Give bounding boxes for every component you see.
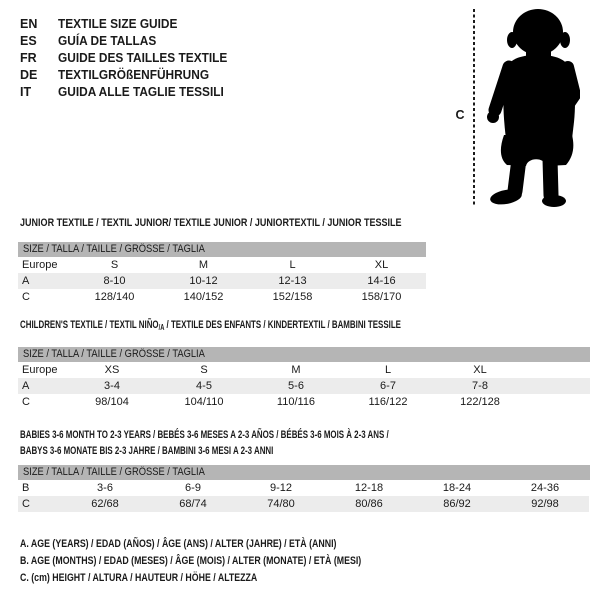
row-label: Europe [22,259,58,271]
children-size-table [18,362,590,410]
size-cell: M [198,259,209,271]
measurement-legend [20,536,447,587]
size-cell: 18-24 [442,482,472,494]
language-label: GUÍA DE TALLAS [58,34,157,48]
size-cell: 158/170 [361,291,402,303]
size-cell: 122/128 [460,396,500,408]
babies-section-title: BABIES 3-6 MONTH TO 2-3 YEARS / BEBÉS 3-6 MESES A 2-3 AÑOS / BÉBÉS 3-6 MOIS À 2-3 ANS / BABYS 3-6 MONATE BIS 2-3 JAHRE / BAMBINI 3-6 MESI A 2-3 ANNI [20,429,389,457]
size-cell: 140/152 [183,291,224,303]
size-cell: 110/116 [276,396,316,408]
subscript-text: /A [158,323,165,332]
size-table-row [18,289,426,305]
size-cell: 14-16 [367,275,396,287]
size-cell: L [384,364,392,376]
size-cell: XS [104,364,120,376]
language-label: TEXTILGRÖßENFÜHRUNG [58,68,210,82]
size-cell: 116/122 [368,396,408,408]
size-cell: M [291,364,301,376]
size-table-row [18,362,590,378]
junior-size-table [18,257,426,305]
babies-size-table [18,480,589,512]
size-cell: 8-10 [103,275,126,287]
size-cell: 104/110 [184,396,224,408]
size-cell: 6-9 [185,482,201,494]
size-header-bar: SIZE / TALLA / TAILLE / GRÖSSE / TAGLIA [18,465,590,480]
size-cell: 10-12 [189,275,218,287]
legend-line-b: B. AGE (MONTHS) / EDAD (MESES) / ÂGE (MOIS) / ALTER (MONATE) / ETÀ (MESI) [20,555,362,567]
language-label: GUIDE DES TAILLES TEXTILE [58,51,228,65]
language-code: IT [20,85,32,99]
size-cell: 3-4 [104,380,120,392]
size-cell: 4-5 [196,380,212,392]
children-section [18,319,590,410]
size-table-row [18,496,589,512]
size-cell: 128/140 [94,291,135,303]
size-cell: 12-13 [278,275,307,287]
size-cell: 62/68 [91,498,119,510]
row-label: C [22,498,30,510]
row-label: C [22,291,30,303]
language-label: GUIDA ALLE TAGLIE TESSILI [58,85,224,99]
language-label: TEXTILE SIZE GUIDE [58,17,178,31]
children-section-title: CHILDREN'S TEXTILE / TEXTIL NIÑO/A / TEXTILE DES ENFANTS / KINDERTEXTIL / BAMBINI TESSILE [20,319,401,332]
size-cell: 6-7 [380,380,396,392]
size-cell: 80/86 [355,498,383,510]
babies-section [18,427,590,512]
size-cell: 7-8 [472,380,488,392]
size-table-row [18,257,426,273]
height-dashed-line [473,9,475,205]
row-label: B [22,482,30,494]
language-code: ES [20,34,37,48]
size-cell: 68/74 [179,498,207,510]
row-label: Europe [22,364,58,376]
size-cell [526,362,590,378]
junior-section-title: JUNIOR TEXTILE / TEXTIL JUNIOR/ TEXTILE JUNIOR / JUNIORTEXTIL / JUNIOR TESSILE [20,217,402,229]
size-table-row [18,378,590,394]
size-cell: 92/98 [531,498,559,510]
size-cell: XL [374,259,389,271]
size-cell: 152/158 [272,291,313,303]
size-table-row [18,480,589,496]
language-code: EN [20,17,38,31]
language-row [20,84,236,101]
size-cell [526,394,590,410]
language-list [20,16,236,101]
size-table-row [18,394,590,410]
legend-line-c: C. (cm) HEIGHT / ALTURA / HAUTEUR / HÖHE / ALTEZZA [20,572,258,584]
row-label: A [22,275,30,287]
language-row [20,67,236,84]
size-cell: 12-18 [354,482,384,494]
size-cell: S [110,259,119,271]
size-cell: 24-36 [530,482,560,494]
row-label: C [22,396,30,408]
size-cell: 86/92 [443,498,471,510]
size-header-bar: SIZE / TALLA / TAILLE / GRÖSSE / TAGLIA [18,242,426,257]
size-cell: S [200,364,208,376]
language-code: FR [20,51,37,65]
language-row [20,33,236,50]
size-cell: 98/104 [95,396,129,408]
language-row [20,16,236,33]
size-cell: L [289,259,296,271]
size-cell: 5-6 [288,380,304,392]
size-header-bar: SIZE / TALLA / TAILLE / GRÖSSE / TAGLIA [18,347,590,362]
size-cell: XL [473,364,487,376]
size-cell: 9-12 [269,482,293,494]
junior-section [18,217,426,305]
size-cell [526,378,590,394]
size-cell: 74/80 [267,498,295,510]
language-code: DE [20,68,38,82]
legend-line-a: A. AGE (YEARS) / EDAD (AÑOS) / ÂGE (ANS) / ALTER (JAHRE) / ETÀ (ANNI) [20,538,337,550]
size-cell: 3-6 [97,482,113,494]
height-marker-label: C [455,108,465,122]
size-table-row [18,273,426,289]
language-row [20,50,236,67]
baby-silhouette [484,7,580,207]
row-label: A [22,380,30,392]
